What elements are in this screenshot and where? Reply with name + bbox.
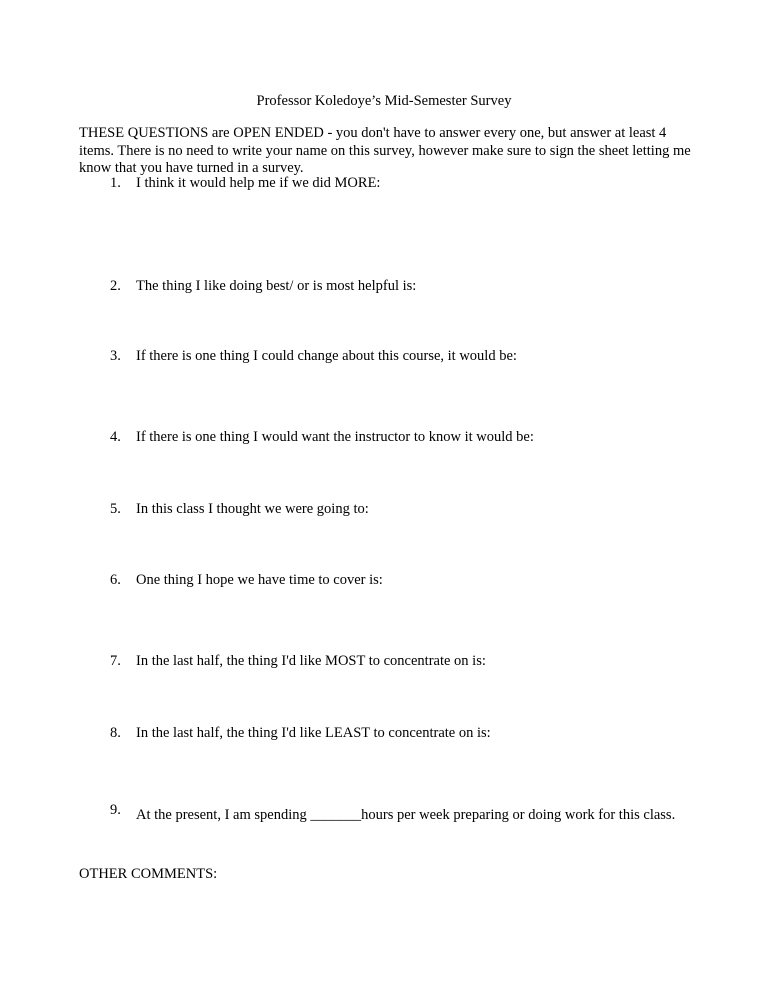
question-item: [110, 801, 690, 829]
question-item: [110, 500, 690, 518]
page-title: Professor Koledoye’s Mid-Semester Survey: [256, 93, 512, 109]
question-number: 3.: [110, 348, 121, 364]
question-number: 5.: [110, 501, 121, 517]
question-item: [110, 652, 690, 670]
question-item: [110, 347, 690, 365]
other-comments-label: OTHER COMMENTS:: [79, 866, 218, 882]
question-item: [110, 724, 690, 742]
question-item: [110, 174, 690, 192]
question-text: In the last half, the thing I'd like MOST to concentrate on is:: [136, 653, 486, 669]
question-text: If there is one thing I could change about this course, it would be:: [136, 348, 517, 364]
question-text: At the present, I am spending _______hours per week preparing or doing work for this class.: [136, 807, 676, 823]
question-item: [110, 571, 690, 589]
question-number: 7.: [110, 653, 121, 669]
question-text: If there is one thing I would want the instructor to know it would be:: [136, 429, 534, 445]
question-text: I think it would help me if we did MORE:: [136, 175, 381, 191]
question-number: 2.: [110, 278, 121, 294]
instructions-paragraph: THESE QUESTIONS are OPEN ENDED - you don't have to answer every one, but answer at least 4 items. There is no need to write your name on this survey, however make sure to sign the sheet letting me know that you have turned in a survey.: [79, 125, 691, 176]
question-number: 9.: [110, 802, 121, 818]
question-text: The thing I like doing best/ or is most helpful is:: [136, 278, 417, 294]
question-item: [110, 428, 690, 446]
question-number: 8.: [110, 725, 121, 741]
question-number: 6.: [110, 572, 121, 588]
question-text: One thing I hope we have time to cover is:: [136, 572, 383, 588]
question-text: In the last half, the thing I'd like LEAST to concentrate on is:: [136, 725, 491, 741]
question-number: 4.: [110, 429, 121, 445]
question-text: In this class I thought we were going to:: [136, 501, 369, 517]
question-item: [110, 277, 690, 295]
question-number: 1.: [110, 175, 121, 191]
